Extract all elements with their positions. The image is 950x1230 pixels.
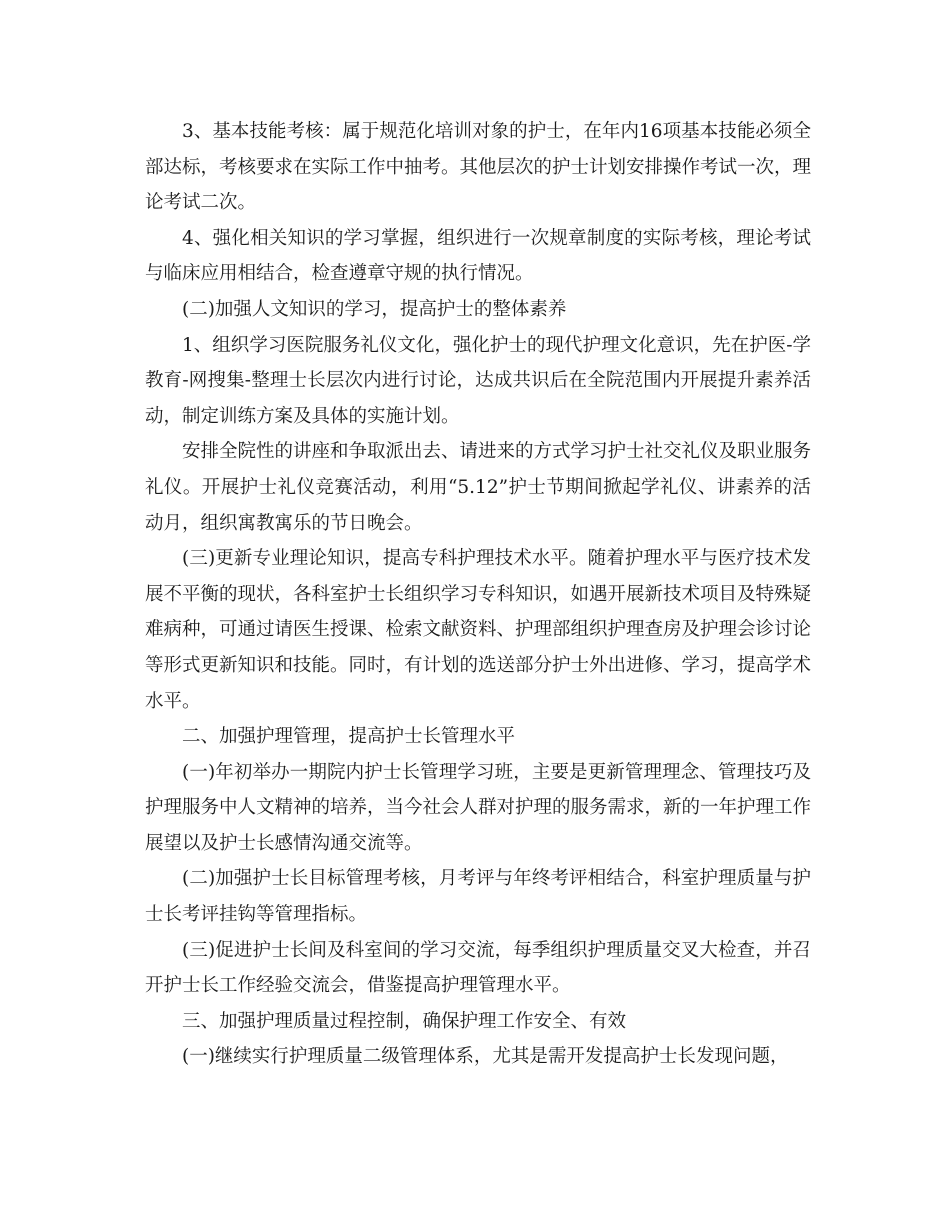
paragraph-target-assessment: (二)加强护士长目标管理考核，月考评与年终考评相结合，科室护理质量与护士长考评挂钩等管理指标。 bbox=[145, 868, 811, 926]
document-body bbox=[145, 114, 811, 1075]
section-heading-management: 二、加强护理管理，提高护士长管理水平 bbox=[182, 726, 516, 748]
paragraph-etiquette-culture: 1、组织学习医院服务礼仪文化，强化护士的现代护理文化意识，先在护医-学教育-网搜集-整理士长层次内进行讨论，达成共识后在全院范围内开展提升素养活动，制定训练方案及具体的实施计划。 bbox=[145, 334, 811, 427]
paragraph-training-class: (一)年初举办一期院内护士长管理学习班，主要是更新管理理念、管理技巧及护理服务中人文精神的培养，当今社会人群对护理的服务需求，新的一年护理工作展望以及护士长感情沟通交流等。 bbox=[145, 761, 812, 854]
section-heading-quality-control: 三、加强护理质量过程控制，确保护理工作安全、有效 bbox=[182, 1010, 627, 1032]
paragraph-professional-theory: (三)更新专业理论知识，提高专科护理技术水平。随着护理水平与医疗技术发展不平衡的现状，各科室护士长组织学习专科知识，如遇开展新技术项目及特殊疑难病种，可通过请医生授课、检索文献资料、护理部组织护理查房及护理会诊讨论等形式更新知识和技能。同时，有计划的选送部分护士外出进修、学习，提高学术水平。 bbox=[145, 548, 812, 712]
paragraph-two-level-system: (一)继续实行护理质量二级管理体系，尤其是需开发提高护士长发现问题， bbox=[182, 1046, 789, 1068]
section-heading-humanities: (二)加强人文知识的学习，提高护士的整体素养 bbox=[182, 298, 567, 320]
paragraph-skill-assessment: 3、基本技能考核：属于规范化培训对象的护士，在年内16项基本技能必须全部达标，考核要求在实际工作中抽考。其他层次的护士计划安排操作考试一次，理论考试二次。 bbox=[145, 121, 812, 214]
paragraph-lectures: 安排全院性的讲座和争取派出去、请进来的方式学习护士社交礼仪及职业服务礼仪。开展护士礼仪竞赛活动，利用“5.12”护士节期间掀起学礼仪、讲素养的活动月，组织寓教寓乐的节日晚会。 bbox=[145, 441, 812, 534]
paragraph-exchange: (三)促进护士长间及科室间的学习交流，每季组织护理质量交叉大检查，并召开护士长工作经验交流会，借鉴提高护理管理水平。 bbox=[145, 939, 811, 997]
paragraph-knowledge-study: 4、强化相关知识的学习掌握，组织进行一次规章制度的实际考核，理论考试与临床应用相结合，检查遵章守规的执行情况。 bbox=[145, 227, 811, 285]
